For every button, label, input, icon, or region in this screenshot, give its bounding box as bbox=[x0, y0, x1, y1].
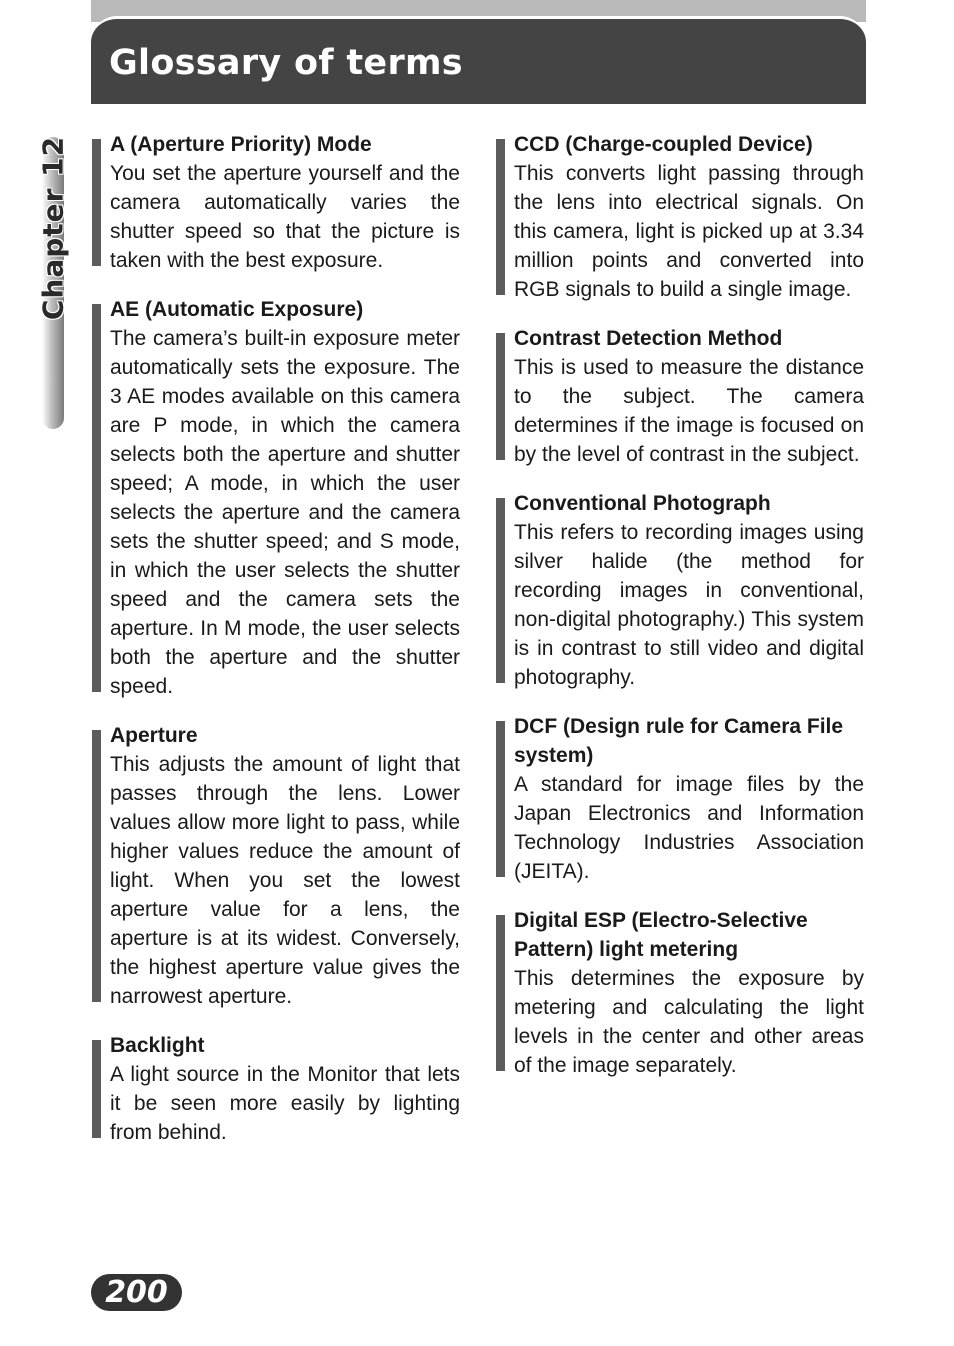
glossary-definition: A standard for image files by the Japan Electronics and Information Technology Industries Association (JEITA). bbox=[514, 773, 864, 883]
glossary-term: AE (Automatic Exposure) bbox=[110, 298, 364, 321]
glossary-term: Conventional Photograph bbox=[514, 492, 771, 515]
glossary-term: A (Aperture Priority) Mode bbox=[110, 133, 372, 156]
glossary-entry-a-mode bbox=[92, 130, 460, 275]
glossary-entry-aperture bbox=[92, 721, 460, 1011]
glossary-term: CCD (Charge-coupled Device) bbox=[514, 133, 813, 156]
glossary-term: Backlight bbox=[110, 1034, 205, 1057]
page-number: 200 bbox=[105, 1275, 168, 1310]
glossary-entry-digital-esp bbox=[496, 906, 864, 1080]
glossary-term: Aperture bbox=[110, 724, 198, 747]
page-title: Glossary of terms bbox=[109, 43, 463, 83]
glossary-definition: This refers to recording images using silver halide (the method for recording images in conventional, non-digital photography.) This system is in contrast to still video and digital photography. bbox=[514, 521, 864, 689]
chapter-label: Chapter 12 bbox=[36, 135, 70, 321]
glossary-entry-ccd bbox=[496, 130, 864, 304]
glossary-definition: This adjusts the amount of light that passes through the lens. Lower values allow more light to pass, while higher values reduce the amount of light. When you set the lowest aperture value for a lens, the aperture is at its widest. Conversely, the highest aperture value gives the narrowest aperture. bbox=[110, 753, 460, 1008]
glossary-entry-backlight bbox=[92, 1031, 460, 1147]
glossary-entry-dcf bbox=[496, 712, 864, 886]
glossary-term: DCF (Design rule for Camera File system) bbox=[514, 715, 844, 767]
glossary-term: Contrast Detection Method bbox=[514, 327, 783, 350]
glossary-definition: A light source in the Monitor that lets it be seen more easily by lighting from behind. bbox=[110, 1063, 460, 1144]
glossary-definition: You set the aperture yourself and the camera automatically varies the shutter speed so that the picture is taken with the best exposure. bbox=[110, 162, 460, 272]
right-column bbox=[496, 130, 864, 1080]
glossary-definition: This converts light passing through the lens into electrical signals. On this camera, light is picked up at 3.34 million points and converted into RGB signals to build a single image. bbox=[514, 162, 864, 301]
glossary-definition: The camera’s built-in exposure meter automatically sets the exposure. The 3 AE modes available on this camera are P mode, in which the camera selects both the aperture and shutter speed; A mode, in which the user selects the aperture and the camera sets the shutter speed; and S mode, in which the user selects the shutter speed and the camera sets the aperture. In M mode, the user selects both the aperture and the shutter speed. bbox=[110, 327, 460, 698]
glossary-term: Digital ESP (Electro-Selective Pattern) light metering bbox=[514, 909, 808, 961]
left-column bbox=[92, 130, 460, 1147]
glossary-entry-ae bbox=[92, 295, 460, 701]
glossary-definition: This determines the exposure by metering and calculating the light levels in the center and other areas of the image separately. bbox=[514, 967, 864, 1077]
glossary-definition: This is used to measure the distance to the subject. The camera determines if the image is focused on by the level of contrast in the subject. bbox=[514, 356, 864, 466]
glossary-entry-contrast-detection bbox=[496, 324, 864, 469]
glossary-entry-conventional-photograph bbox=[496, 489, 864, 692]
